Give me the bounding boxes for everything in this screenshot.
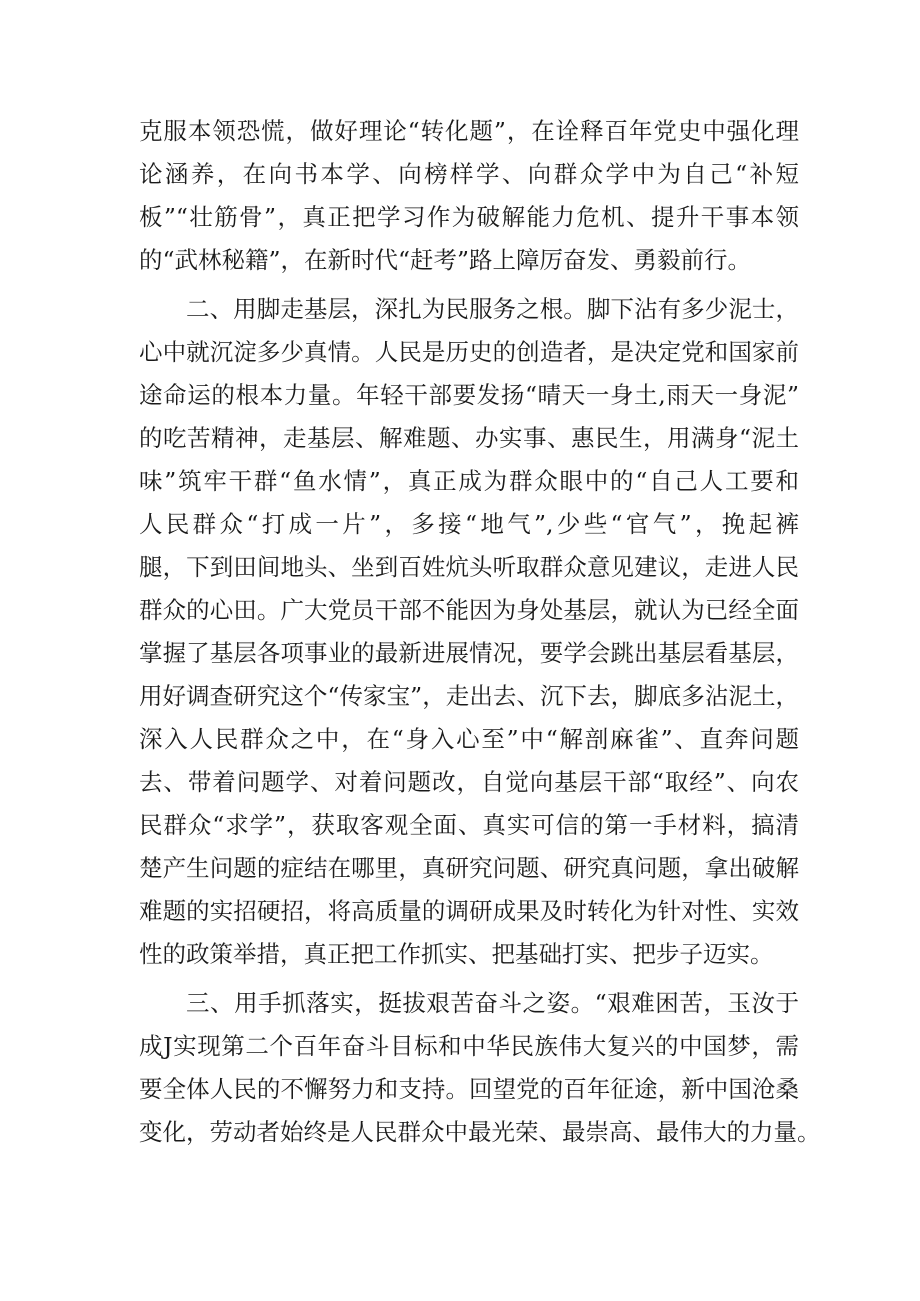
text-line: 去、带着问题学、对着问题改，自觉向基层干部“取经”、向农 xyxy=(139,768,799,796)
text-line: 的“武林秘籍”，在新时代“赶考”路上障厉奋发、勇毅前行。 xyxy=(139,246,752,274)
text-line: 论涵养，在向书本学、向榜样学、向群众学中为自己“补短 xyxy=(139,160,799,188)
text-line: 腿，下到田间地头、坐到百姓炕头听取群众意见建议，走进人民 xyxy=(139,553,799,581)
text-line: 二、用脚走基层，深扎为民服务之根。脚下沾有多少泥士， xyxy=(186,295,799,323)
text-line: 民群众“求学”，获取客观全面、真实可信的第一手材料，搞清 xyxy=(139,811,799,839)
text-line: 味”筑牢干群“鱼水情”，真正成为群众眼中的“自己人工要和 xyxy=(139,467,799,495)
text-line: 要全体人民的不懈努力和支持。回望党的百年征途，新中国沧桑 xyxy=(139,1075,799,1103)
text-line: 三、用手抓落实，挺拔艰苦奋斗之姿。“艰难困苦，玉汝于 xyxy=(186,989,799,1017)
text-line: 成J实现第二个百年奋斗目标和中华民族伟大复兴的中国梦，需 xyxy=(139,1032,799,1060)
text-line: 难题的实招硬招，将高质量的调研成果及时转化为针对性、实效 xyxy=(139,897,799,925)
text-line: 性的政策举措，真正把工作抓实、把基础打实、把步子迈实。 xyxy=(139,940,774,968)
text-line: 楚产生问题的症结在哪里，真研究问题、研究真问题，拿出破解 xyxy=(139,854,799,882)
text-line: 用好调查研究这个“传家宝”，走出去、沉下去，脚底多沾泥土， xyxy=(139,682,799,710)
text-line: 群众的心田。广大党员干部不能因为身处基层，就认为已经全面 xyxy=(139,596,799,624)
text-line: 途命运的根本力量。年轻干部要发扬“晴天一身土,雨天一身泥” xyxy=(139,381,799,409)
text-line: 变化，劳动者始终是人民群众中最光荣、最崇高、最伟大的力量。 xyxy=(139,1118,821,1146)
text-line: 掌握了基层各项事业的最新进展情况，要学会跳出基层看基层， xyxy=(139,639,799,667)
text-line: 人民群众“打成一片”，多接“地气”,少些“官气”，挽起裤 xyxy=(139,510,799,538)
text-line: 深入人民群众之中，在“身入心至”中“解剖麻雀”、直奔问题 xyxy=(139,725,799,753)
text-line: 板”“壮筋骨”，真正把学习作为破解能力危机、提升干事本领 xyxy=(139,203,799,231)
text-line: 心中就沉淀多少真情。人民是历史的创造者，是决定党和国家前 xyxy=(139,338,799,366)
text-line: 的吃苦精神，走基层、解难题、办实事、惠民生，用满身“泥土 xyxy=(139,424,799,452)
text-line: 克服本领恐慌，做好理论“转化题”，在诠释百年党史中强化理 xyxy=(139,117,799,145)
